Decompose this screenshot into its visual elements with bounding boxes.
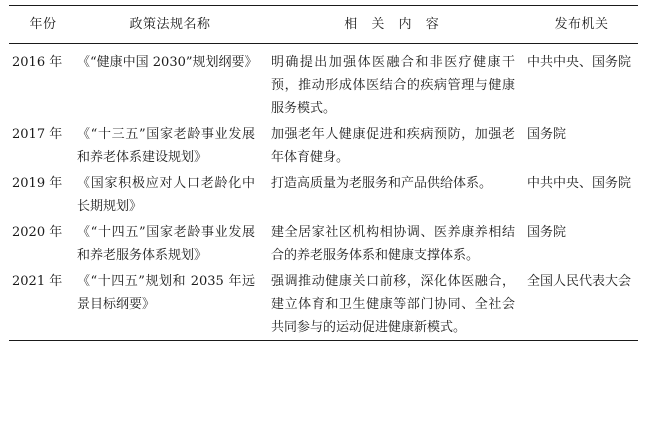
row-content: 加强老年人健康促进和疾病预防，加强老年体育健身。 — [271, 127, 515, 165]
header-content: 相 关 内 容 — [344, 17, 444, 32]
row-policy-name: 《“十三五”国家老龄事业发展和养老体系建设规划》 — [77, 127, 255, 165]
policy-table — [9, 5, 638, 341]
table-row — [9, 170, 638, 219]
row-content: 打造高质量为老服务和产品供给体系。 — [271, 176, 493, 191]
table-row — [9, 44, 638, 122]
table-header — [9, 6, 638, 44]
header-row — [9, 6, 638, 44]
table-row — [9, 121, 638, 170]
row-year: 2017 年 — [12, 127, 63, 142]
row-year: 2021 年 — [12, 274, 63, 289]
row-year: 2020 年 — [12, 225, 63, 240]
row-year: 2016 年 — [12, 55, 63, 70]
row-issuer: 国务院 — [527, 127, 567, 142]
table-row — [9, 268, 638, 341]
row-issuer: 中共中央、国务院 — [527, 176, 632, 191]
row-policy-name: 《“十四五”国家老龄事业发展和养老服务体系规划》 — [77, 225, 255, 263]
row-policy-name: 《“健康中国 2030”规划纲要》 — [77, 55, 258, 70]
row-content: 建全居家社区机构相协调、医养康养相结合的养老服务体系和健康支撑体系。 — [271, 225, 515, 263]
row-year: 2019 年 — [12, 176, 63, 191]
header-policy-name: 政策法规名称 — [129, 17, 211, 32]
row-policy-name: 《国家积极应对人口老龄化中长期规划》 — [77, 176, 255, 214]
row-issuer: 国务院 — [527, 225, 567, 240]
row-issuer: 中共中央、国务院 — [527, 55, 632, 70]
row-issuer: 全国人民代表大会 — [527, 274, 632, 289]
table-body — [9, 44, 638, 341]
row-content: 明确提出加强体医融合和非医疗健康干预，推动形成体医结合的疾病管理与健康服务模式。 — [271, 55, 515, 116]
row-policy-name: 《“十四五”规划和 2035 年远景目标纲要》 — [77, 274, 255, 312]
row-content: 强调推动健康关口前移，深化体医融合，建立体育和卫生健康等部门协同、全社会共同参与的运动促进健康新模式。 — [271, 274, 515, 335]
header-issuer: 发布机关 — [554, 17, 609, 32]
table-row — [9, 219, 638, 268]
header-year: 年份 — [29, 17, 57, 32]
